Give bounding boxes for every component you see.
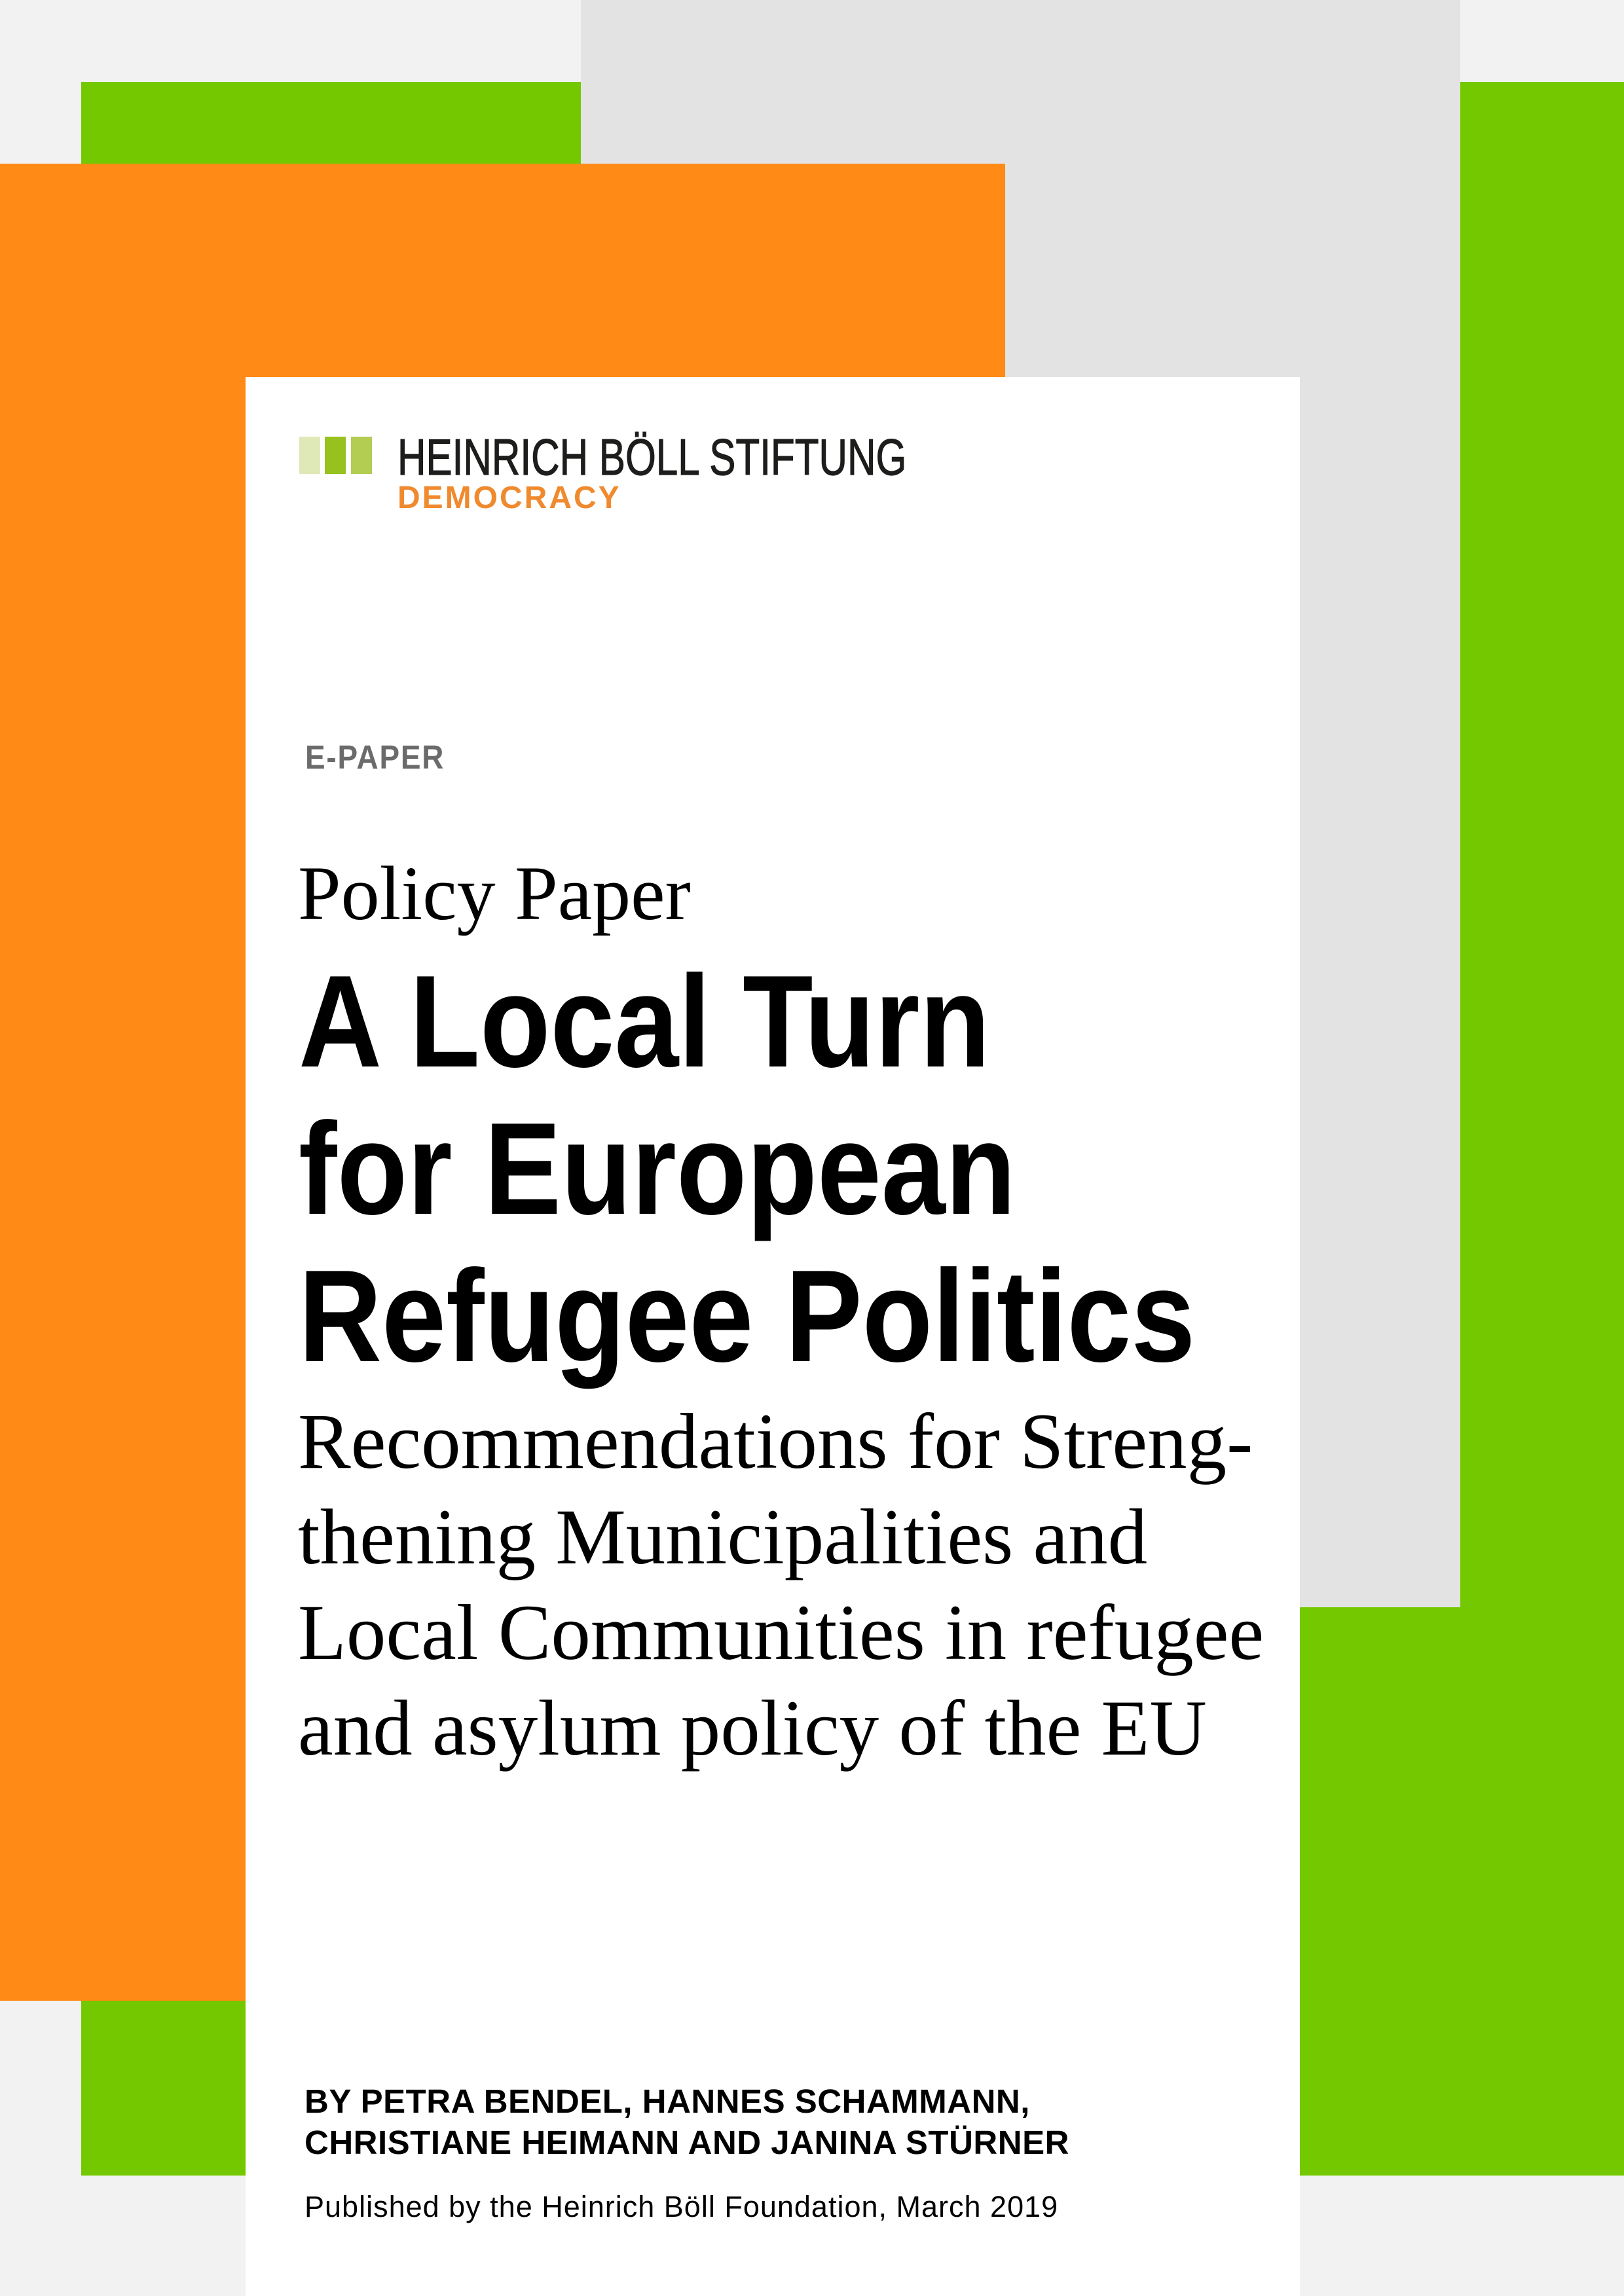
subtitle-line: Recommendations for Streng- <box>298 1398 1253 1485</box>
document-title <box>299 948 1318 1390</box>
document-type: Policy Paper <box>298 850 691 936</box>
logo-bar-light-icon <box>299 437 320 474</box>
title-line: A Local Turn <box>299 949 990 1095</box>
publication-note: Published by the Heinrich Böll Foundation, March 2019 <box>304 2190 1059 2223</box>
title-line: Refugee Politics <box>299 1243 1196 1389</box>
logo-bar-mid-icon <box>351 437 372 474</box>
document-subtitle <box>298 1394 1264 1776</box>
byline-line: CHRISTIANE HEIMANN AND JANINA STÜRNER <box>304 2124 1069 2161</box>
foundation-name: HEINRICH BÖLL STIFTUNG <box>397 428 907 486</box>
subtitle-line: Local Communities in refugee <box>298 1589 1264 1677</box>
program-name: DEMOCRACY <box>397 481 621 515</box>
logo-bar-dark-icon <box>325 437 346 474</box>
subtitle-line: and asylum policy of the EU <box>298 1685 1207 1772</box>
title-line: for European <box>299 1096 1016 1242</box>
series-label: E-PAPER <box>305 738 445 776</box>
byline-line: BY PETRA BENDEL, HANNES SCHAMMANN, <box>304 2083 1030 2120</box>
subtitle-line: thening Municipalities and <box>298 1493 1148 1581</box>
author-byline <box>304 2081 1069 2163</box>
